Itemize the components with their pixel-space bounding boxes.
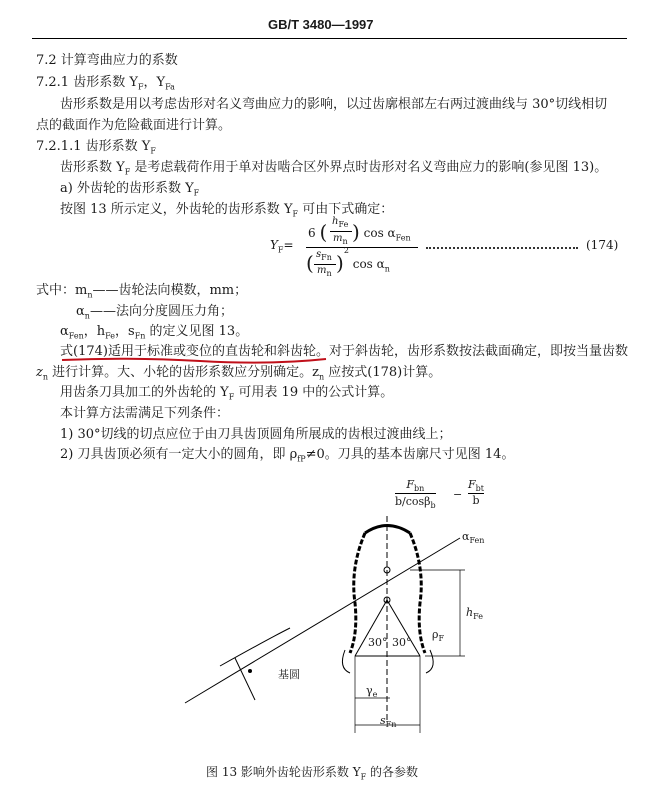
subsection-a: a) 外齿轮的齿形系数 $Y_F$ [60,181,200,198]
rho-f-label: $\rho_F$ [432,628,445,644]
denominator-s: $s_{Fn}$ [316,249,332,262]
numerator-inner-rule [330,231,352,232]
main-fraction-bar [306,247,418,248]
figure-13 [180,478,510,758]
base-radius-line [235,658,255,700]
red-underline-annotation [60,356,330,364]
force-term-2: $F_{bt}$ b [468,478,484,508]
angle-30-left: 30° [368,636,388,649]
section-7-2: 7.2 计算弯曲应力的系数 [36,53,178,68]
paragraph-1-line-2: 点的截面作为危险截面进行计算。 [36,118,232,133]
force-term-1: $F_{bn}$ b/cosβ$_b$ [395,478,436,511]
paragraph-1-line-1: 齿形系数是用以考虑齿形对名义弯曲应力的影响，以过齿廓根部左右两过渡曲线与 30°切线相切 [60,97,608,112]
angle-30-right: 30° [392,636,412,649]
equation-numerator: 6 ( [308,220,328,244]
paragraph-6: 本计算方法需满足下列条件： [60,406,230,421]
equation-denominator: ( [306,251,314,275]
equation-lhs: $Y_F=$ [270,238,294,255]
section-7-2-1: 7.2.1 齿形系数 $Y_F$，$Y_{Fa}$ [36,75,175,92]
tooth-diagram [180,478,510,758]
tooth-left-flank [350,533,365,653]
condition-1: 1) 30°切线的切点应位于由刀具齿顶圆角所展成的齿根过渡曲线上； [60,427,452,442]
equation-number: (174) [586,238,619,252]
alpha-fen-label: $\alpha_{Fen}$ [462,530,485,546]
condition-2: 2) 刀具齿顶必须有一定大小的圆角，即 $\rho_{fP}\ne 0$。刀具的基本齿廓尺寸见图 14。 [60,447,515,464]
tooth-right-flank [410,533,425,653]
figure-caption: 图 13 影响外齿轮齿形系数 $Y_F$ 的各参数 [206,765,419,782]
numerator-m: $m_n$ [333,233,348,246]
paragraph-3: 按图 13 所示定义，外齿轮的齿形系数 $Y_F$ 可由下式确定： [60,202,394,219]
paragraph-4-line-2: $z_n$ 进行计算。大、小轮的齿形系数应分别确定。$z_n$ 应按式(178)计算。 [36,365,442,382]
numerator-h: $h_{Fe}$ [332,216,349,229]
where-line-2: $\alpha_n——$法向分度圆压力角； [76,304,233,321]
force-minus: − [453,488,463,501]
gamma-e-label: $\gamma_e$ [366,684,378,700]
where-line-1: 式中：$m_n——$齿轮法向模数，mm； [36,283,248,300]
equation-dot-leader [426,247,578,249]
denominator-m: $m_n$ [317,265,332,278]
where-line-3: $\alpha_{Fen}$，$h_{Fe}$，$s_{Fn}$ 的定义见图 13。 [60,324,249,341]
base-circle-center [248,669,252,673]
h-fe-label: $h_{Fe}$ [466,606,483,622]
base-circle-label: 基圆 [278,668,300,681]
equation-174 [270,214,630,284]
section-7-2-1-1: 7.2.1.1 齿形系数 $Y_F$ [36,139,156,156]
paragraph-5: 用齿条刀具加工的外齿轮的 $Y_F$ 可用表 19 中的公式计算。 [60,385,394,402]
paragraph-4-line-1: 式(174)适用于标准或变位的直齿轮和斜齿轮。对于斜齿轮，齿形系数按法截面确定，即按当量齿数 [60,344,628,359]
standard-header: GB/T 3480—1997 [268,17,374,32]
s-fn-label: $s_{Fn}$ [380,714,397,730]
base-circle-arc [220,628,290,666]
numerator-cos: ) $\cos \alpha_{Fen}$ [352,220,411,244]
header-rule [32,38,627,39]
paragraph-2: 齿形系数 $Y_F$ 是考虑载荷作用于单对齿啮合区外界点时齿形对名义弯曲应力的影响(参见图 13)。 [60,160,608,177]
denominator-cos: )$^2$ $\cos \alpha_n$ [336,246,390,275]
